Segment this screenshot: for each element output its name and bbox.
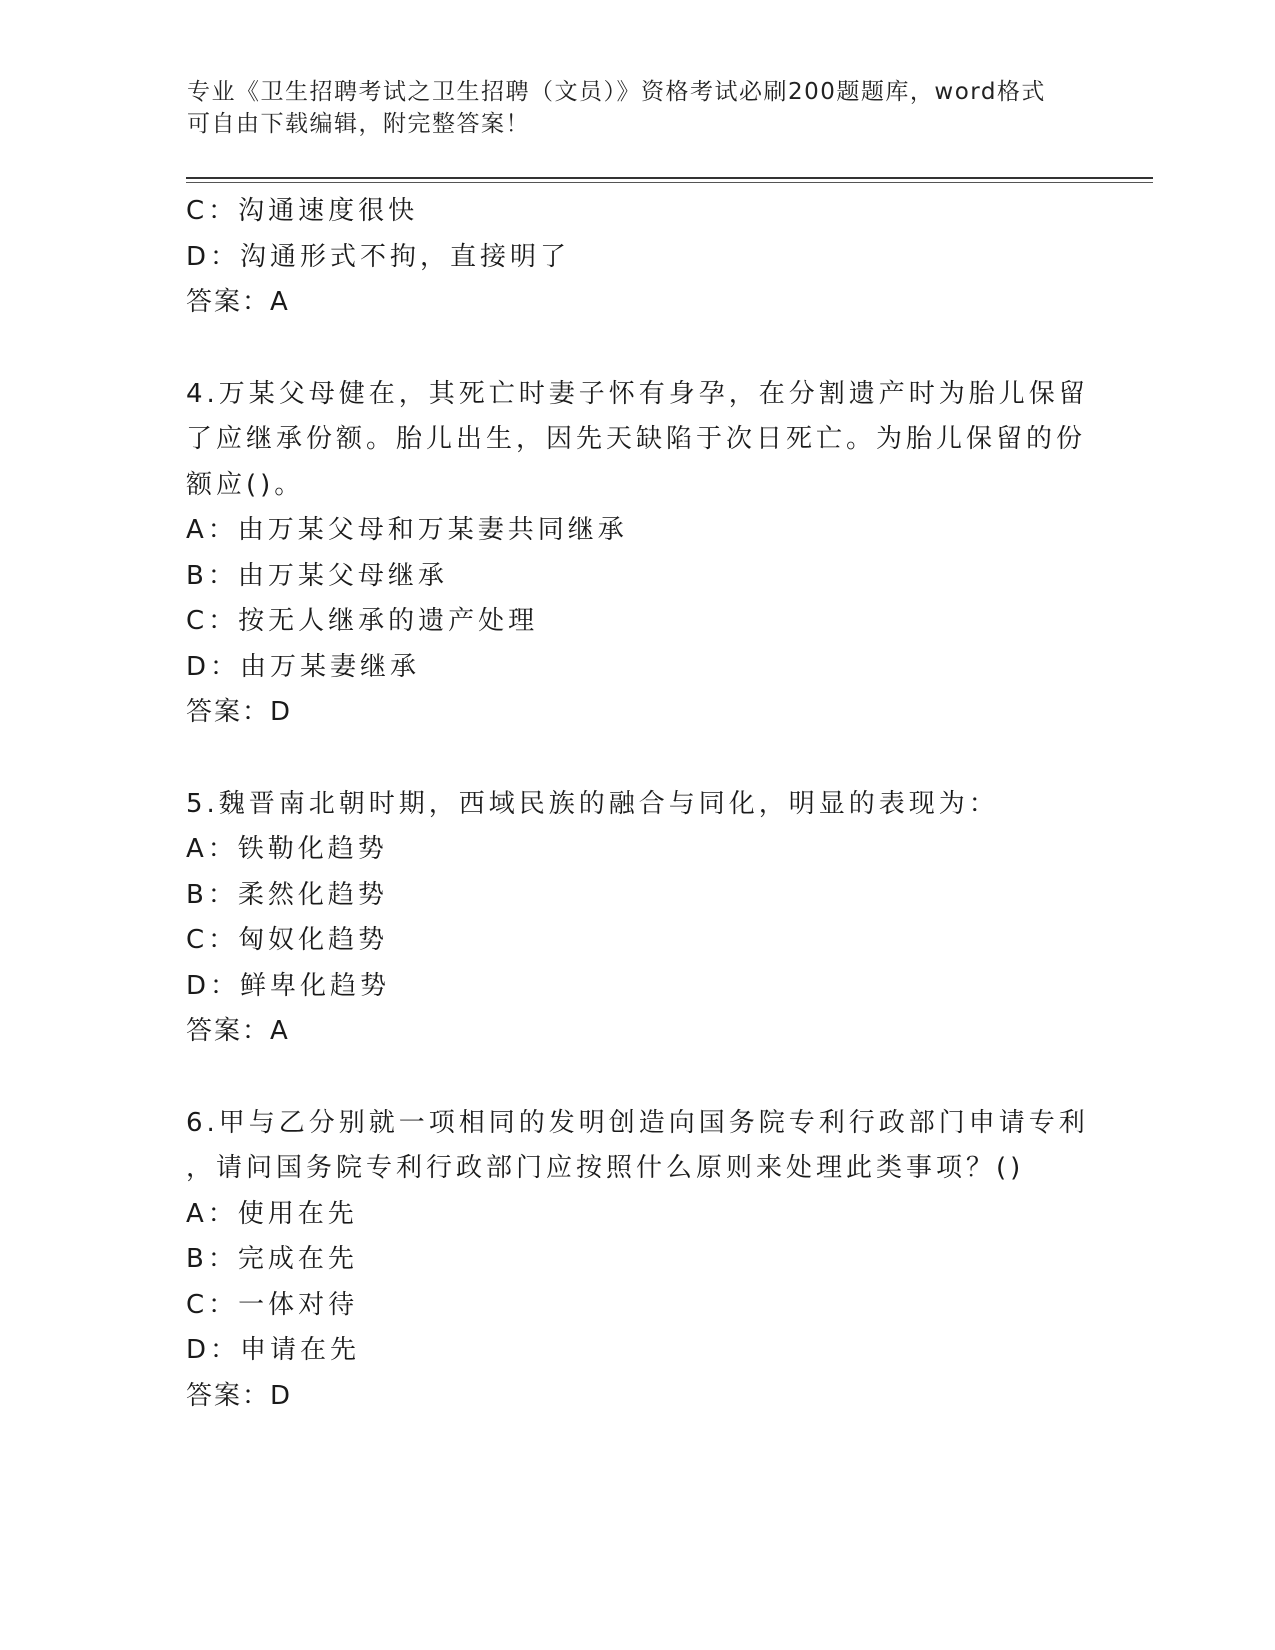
option-d: D：由万某妻继承 (186, 651, 421, 682)
option-a: A：铁勒化趋势 (186, 834, 388, 864)
question-5 (186, 782, 1086, 1055)
question-6 (186, 1101, 1089, 1420)
spacer (186, 736, 1086, 782)
question-list (186, 189, 1089, 1419)
spacer (186, 326, 1086, 372)
question-3-continuation (186, 189, 1086, 326)
header-rule-thin (186, 182, 1153, 183)
header-rule-thick (186, 177, 1153, 179)
answer: 答案：D (186, 1380, 293, 1411)
question-text-line: 4.万某父母健在，其死亡时妻子怀有身孕，在分割遗产时为胎儿保留 (186, 378, 1089, 409)
question-text-line: 了应继承份额。胎儿出生，因先天缺陷于次日死亡。为胎儿保留的份 (186, 424, 1087, 454)
option-b: B：柔然化趋势 (186, 879, 388, 910)
question-text-line: 6.甲与乙分别就一项相同的发明创造向国务院专利行政部门申请专利 (186, 1107, 1089, 1138)
option-c: C：一体对待 (186, 1289, 359, 1320)
option-d: D：沟通形式不拘，直接明了 (186, 241, 571, 272)
option-d: D：申请在先 (186, 1335, 361, 1365)
option-c: C：按无人继承的遗产处理 (186, 606, 539, 636)
question-text-line: 5.魏晋南北朝时期，西域民族的融合与同化，明显的表现为： (186, 788, 999, 819)
document-header (187, 76, 1067, 140)
header-line-2: 可自由下载编辑，附完整答案！ (187, 111, 530, 137)
question-4 (186, 372, 1089, 736)
header-line-1: 专业《卫生招聘考试之卫生招聘（文员）》资格考试必刷200题题库，word格式 (187, 79, 1046, 105)
answer: 答案：A (186, 1016, 290, 1046)
option-b: B：完成在先 (186, 1244, 358, 1274)
question-text-line: 额应()。 (186, 469, 305, 500)
option-c: C：沟通速度很快 (186, 196, 419, 226)
answer: 答案：A (186, 287, 290, 317)
question-text-line: ，请问国务院专利行政部门应按照什么原则来处理此类事项？() (186, 1153, 1025, 1183)
option-c: C：匈奴化趋势 (186, 925, 389, 955)
option-b: B：由万某父母继承 (186, 560, 448, 591)
option-a: A：由万某父母和万某妻共同继承 (186, 515, 628, 545)
spacer (186, 1055, 1086, 1101)
answer: 答案：D (186, 697, 293, 727)
option-a: A：使用在先 (186, 1198, 358, 1229)
option-d: D：鲜卑化趋势 (186, 970, 391, 1001)
